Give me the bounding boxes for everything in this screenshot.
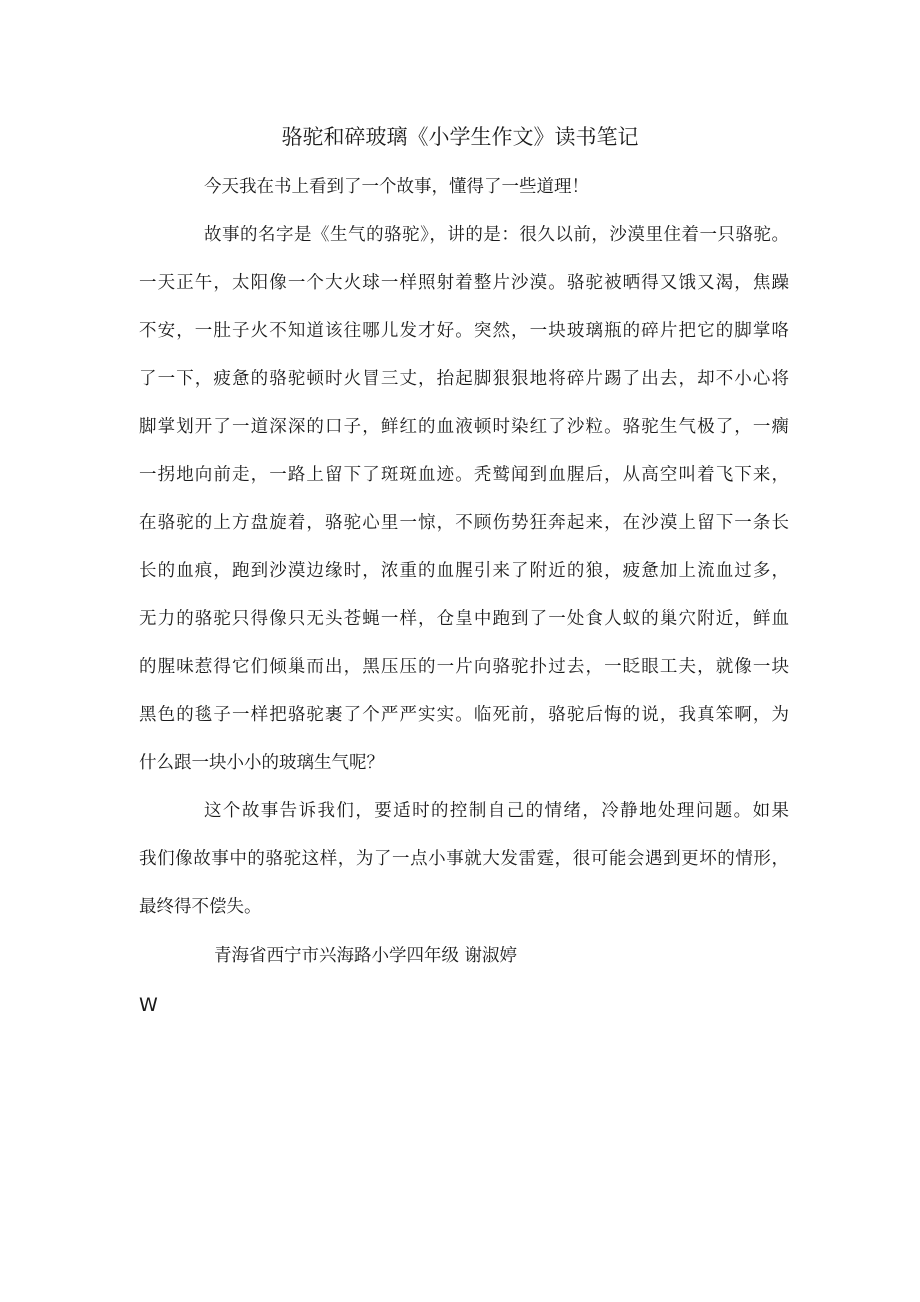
paragraph-3-line-1: 这个故事告诉我们，要适时的控制自己的情绪，冷静地处理问题。如果: [204, 801, 789, 821]
author-signature: 青海省西宁市兴海路小学四年级 谢淑婷: [214, 946, 518, 966]
paragraph-1-line-1: 今天我在书上看到了一个故事，懂得了一些道理！: [204, 177, 589, 197]
paragraph-2-line-8: 长的血痕，跑到沙漠边缘时，浓重的血腥引来了附近的狼，疲惫加上流血过多，: [139, 561, 789, 581]
document-title: 骆驼和碎玻璃《小学生作文》读书笔记: [281, 125, 639, 149]
paragraph-2-line-2: 一天正午，太阳像一个大火球一样照射着整片沙漠。骆驼被晒得又饿又渴，焦躁: [139, 273, 789, 293]
paragraph-2-line-5: 脚掌划开了一道深深的口子，鲜红的血液顿时染红了沙粒。骆驼生气极了，一瘸: [139, 417, 789, 437]
paragraph-2-line-1: 故事的名字是《生气的骆驼》，讲的是：很久以前，沙漠里住着一只骆驼。: [204, 225, 789, 245]
paragraph-2-line-7: 在骆驼的上方盘旋着，骆驼心里一惊，不顾伤势狂奔起来，在沙漠上留下一条长: [139, 513, 789, 533]
paragraph-2-line-4: 了一下，疲惫的骆驼顿时火冒三丈，抬起脚狠狠地将碎片踢了出去，却不小心将: [139, 369, 789, 389]
paragraph-3-line-2: 我们像故事中的骆驼这样，为了一点小事就大发雷霆，很可能会遇到更坏的情形，: [139, 849, 789, 869]
paragraph-2-line-3: 不安，一肚子火不知道该往哪儿发才好。突然，一块玻璃瓶的碎片把它的脚掌咯: [139, 321, 789, 341]
paragraph-2-line-12: 什么跟一块小小的玻璃生气呢？: [139, 753, 384, 773]
paragraph-3-line-3: 最终得不偿失。: [139, 897, 262, 917]
footer-mark: W: [139, 994, 158, 1016]
paragraph-2-line-11: 黑色的毯子一样把骆驼裹了个严严实实。临死前，骆驼后悔的说，我真笨啊，为: [139, 705, 789, 725]
paragraph-2-line-10: 的腥味惹得它们倾巢而出，黑压压的一片向骆驼扑过去，一眨眼工夫，就像一块: [139, 657, 789, 677]
paragraph-2-line-6: 一拐地向前走，一路上留下了斑斑血迹。秃鹫闻到血腥后，从高空叫着飞下来，: [139, 465, 789, 485]
paragraph-2-line-9: 无力的骆驼只得像只无头苍蝇一样，仓皇中跑到了一处食人蚁的巢穴附近，鲜血: [139, 609, 789, 629]
